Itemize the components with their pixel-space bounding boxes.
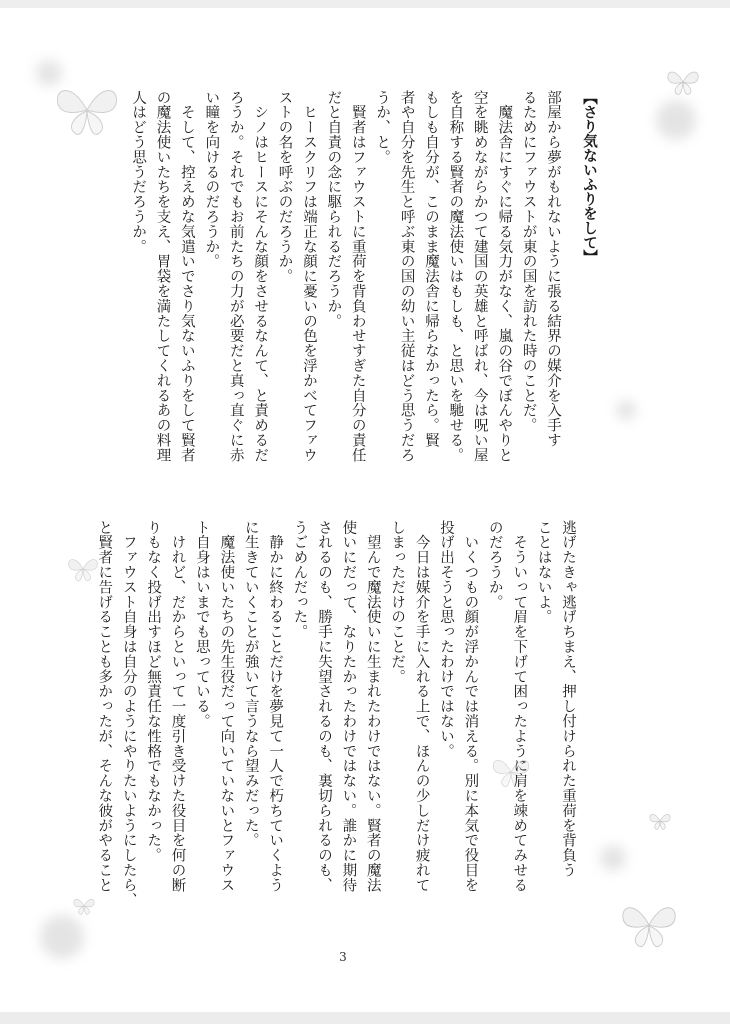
text-line: 賢者はファウストに重荷を背負わせすぎた自分の責任 <box>349 90 366 463</box>
text-line: だと自責の念に駆られるだろうか。 <box>325 90 342 329</box>
text-line: ろうか。それでもお前たちの力が必要だと真っ直ぐに赤 <box>227 90 244 463</box>
text-block-bottom <box>92 520 580 907</box>
text-line: ヒースクリフは端正な顔に憂いの色を浮かべてファウ <box>300 90 317 463</box>
text-line: 人はどう思うだろうか。 <box>130 90 147 254</box>
text-block-top <box>126 90 565 463</box>
text-line: の魔法使いたちを支え、胃袋を満たしてくれるあの料理 <box>154 90 171 463</box>
text-line: ト自身はいまでも思っている。 <box>193 520 210 729</box>
text-line: 今日は媒介を手に入れる上で、ほんの少しだけ疲れて <box>413 520 430 893</box>
text-line: 望んで魔法使いに生まれたわけではない。賢者の魔法 <box>364 520 381 893</box>
text-line: 使いにだって、なりたかったわけではない。誰かに期待 <box>340 520 357 893</box>
butterfly-icon <box>648 810 672 832</box>
page-edge-top <box>0 0 730 8</box>
butterfly-icon <box>52 80 122 140</box>
blur-dot <box>600 845 626 871</box>
text-line: 逃げたきゃ逃げちまえ、押し付けられた重荷を背負う <box>560 520 576 878</box>
text-line: ことはないよ。 <box>535 520 552 625</box>
text-line: に生きていくことが強いて言うなら望みだった。 <box>242 520 259 848</box>
page-edge-bottom <box>0 1012 730 1024</box>
text-line: を自称する賢者の魔法使いはもしも、と思いを馳せる。 <box>447 90 464 463</box>
text-line: 者や自分を先生と呼ぶ東の国の幼い主従はどう思うだろ <box>398 90 415 463</box>
text-line: うか、と。 <box>374 90 391 165</box>
text-line: そして、控えめな気遣いでさり気ないふりをして賢者 <box>178 90 195 463</box>
text-line: 空を眺めながらかつて建国の英雄と呼ばれ、今は呪い屋 <box>471 90 488 463</box>
text-line: 魔法使いたちの先生役だって向いていないとファウス <box>218 520 235 893</box>
text-line: ファウスト自身は自分のようにやりたいようにしたら、 <box>120 520 137 908</box>
text-line: 魔法舎にすぐに帰る気力がなく、嵐の谷でぼんやりと <box>496 90 513 463</box>
text-line: ストの名を呼ぶのだろうか。 <box>276 90 293 284</box>
text-line: けれど、だからといって一度引き受けた役目を何の断 <box>169 520 186 893</box>
chapter-heading: 【さり気ないふりをして】 <box>581 90 598 264</box>
blur-dot <box>40 915 84 959</box>
page-number: 3 <box>339 950 347 964</box>
butterfly-icon <box>665 62 701 102</box>
text-line: されるのも、勝手に失望されるのも、裏切られるのも、 <box>315 520 332 893</box>
text-line: りもなく投げ出すほど無責任な性格でもなかった。 <box>145 520 162 863</box>
text-line: シノはヒースにそんな顔をさせるなんて、と責めるだ <box>252 90 269 463</box>
text-line: いくつもの顔が浮かんでは消える。別に本気で役目を <box>462 520 479 893</box>
text-line: と賢者に告げることも多かったが、そんな彼がやること <box>96 520 113 893</box>
blur-dot <box>616 400 636 420</box>
text-line: のだろうか。 <box>486 520 503 610</box>
text-line: うごめんだった。 <box>291 520 308 640</box>
blur-dot <box>656 100 696 140</box>
butterfly-icon <box>618 896 680 954</box>
text-line: そういって眉を下げて困ったように肩を竦めてみせる <box>511 520 528 893</box>
text-line: しまっただけのことだ。 <box>389 520 406 684</box>
text-line: もしも自分が、このまま魔法舎に帰らなかったら。賢 <box>422 90 439 448</box>
text-line: い瞳を向けるのだろうか。 <box>203 90 220 269</box>
text-line: るためにファウストが東の国を訪れた時のことだ。 <box>520 90 537 433</box>
text-line: 部屋から夢がもれないように張る結界の媒介を入手す <box>545 90 561 448</box>
text-line: 投げ出そうと思ったわけではない。 <box>437 520 454 759</box>
text-line: 静かに終わることだけを夢見て一人で朽ちていくよう <box>267 520 284 893</box>
